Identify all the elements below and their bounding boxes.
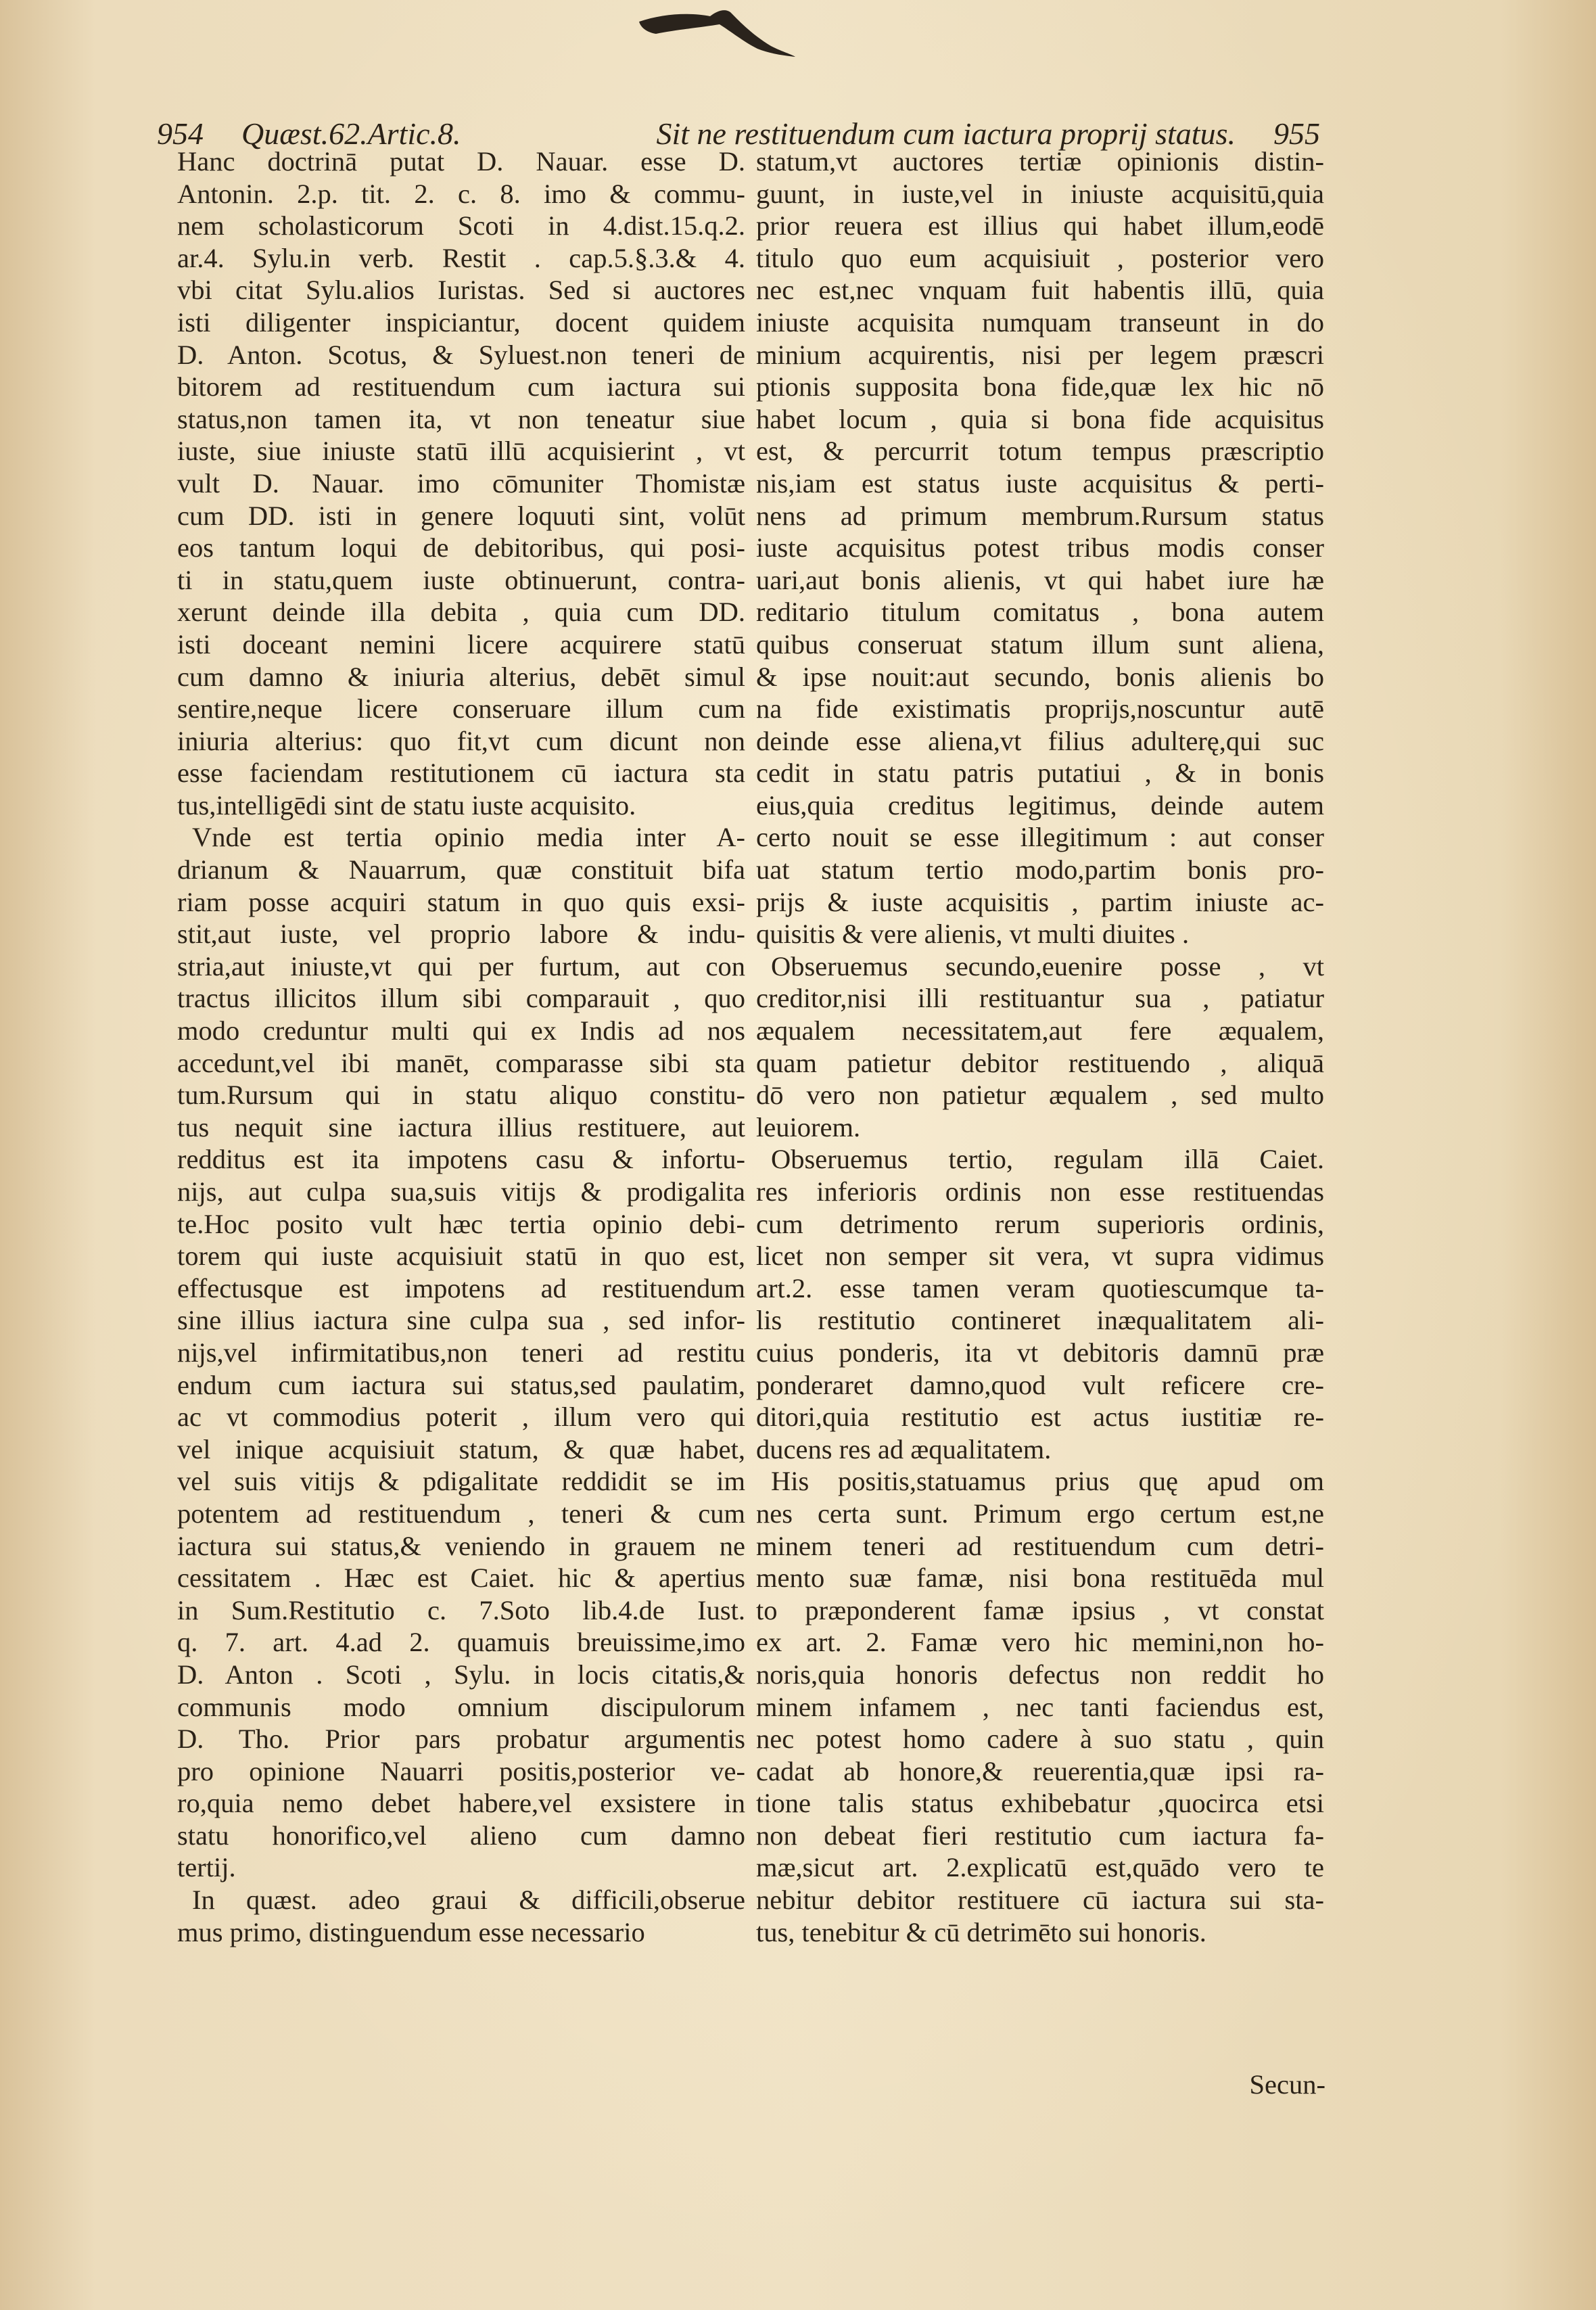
text-line: tus nequit sine iactura illius restituere, aut bbox=[177, 1111, 745, 1142]
catchword: Secun- bbox=[1249, 2069, 1325, 2100]
text-line: tum.Rursum qui in statu aliquo constitu- bbox=[177, 1080, 745, 1111]
text-line: D. Anton. Scotus, & Syluest.non teneri de bbox=[177, 339, 745, 370]
text-line: riam posse acquiri statum in quo quis exsi- bbox=[177, 886, 745, 917]
text-line: Obseruemus tertio, regulam illā Caiet. bbox=[771, 1144, 1324, 1175]
text-line: habet locum , quia si bona fide acquisitus bbox=[756, 403, 1324, 434]
text-line: reditario titulum comitatus , bona autem bbox=[756, 597, 1324, 628]
text-line: statu honorifico,vel alieno cum damno bbox=[177, 1820, 745, 1851]
text-line: His positis,statuamus prius quę apud om bbox=[771, 1466, 1324, 1497]
text-line: cuius ponderis, ita vt debitoris damnū præ bbox=[756, 1337, 1324, 1368]
text-line: Vnde est tertia opinio media inter A- bbox=[192, 822, 745, 853]
text-line: æqualem necessitatem,aut fere æqualem, bbox=[756, 1015, 1324, 1046]
text-line: art.2. esse tamen veram quotiescumque ta- bbox=[756, 1272, 1324, 1303]
text-line: In quæst. adeo graui & difficili,obserue bbox=[192, 1885, 745, 1916]
text-line: titulo quo eum acquisiuit , posterior vero bbox=[756, 242, 1324, 273]
text-line: ro,quia nemo debet habere,vel exsistere in bbox=[177, 1788, 745, 1819]
text-line: guunt, in iuste,vel in iniuste acquisitū,quia bbox=[756, 178, 1324, 209]
text-line: ditori,quia restitutio est actus iustitiæ re- bbox=[756, 1402, 1324, 1433]
text-line: pro opinione Nauarri positis,posterior ve- bbox=[177, 1755, 745, 1786]
text-line: creditor,nisi illi restituantur sua , patiatur bbox=[756, 983, 1324, 1014]
text-line: quisitis & vere alienis, vt multi diuites . bbox=[756, 919, 1190, 950]
running-title-left: Quæst.62.Artic.8. bbox=[241, 116, 461, 151]
text-line: vult D. Nauar. imo cōmuniter Thomistæ bbox=[177, 467, 745, 499]
page-number-right: 955 bbox=[1273, 116, 1320, 151]
text-line: communis modo omnium discipulorum bbox=[177, 1691, 745, 1722]
text-line: noris,quia honoris defectus non reddit ho bbox=[756, 1659, 1324, 1690]
text-line: mus primo, distinguendum esse necessario bbox=[177, 1916, 645, 1947]
text-line: mento suæ famæ, nisi bona restituēda mul bbox=[756, 1563, 1324, 1594]
page-number-left: 954 bbox=[157, 116, 204, 151]
text-line: tus,intelligēdi sint de statu iuste acquisito. bbox=[177, 789, 636, 821]
text-line: eos tantum loqui de debitoribus, qui posi- bbox=[177, 532, 745, 563]
text-line: cadat ab honore,& reuerentia,quæ ipsi ra- bbox=[756, 1755, 1324, 1786]
text-line: cum damno & iniuria alterius, debēt simul bbox=[177, 661, 745, 692]
text-line: sine illius iactura sine culpa sua , sed infor- bbox=[177, 1305, 745, 1336]
text-line: ti in statu,quem iuste obtinuerunt, contra- bbox=[177, 564, 745, 595]
text-line: isti diligenter inspiciantur, docent quidem bbox=[177, 306, 745, 338]
text-line: ar.4. Sylu.in verb. Restit . cap.5.§.3.& 4. bbox=[177, 242, 745, 273]
text-line: iniuste acquisita numquam transeunt in do bbox=[756, 306, 1324, 338]
text-line: esse faciendam restitutionem cū iactura sta bbox=[177, 758, 745, 789]
text-line: nijs, aut culpa sua,suis vitijs & prodigalita bbox=[177, 1176, 745, 1207]
text-line: ac vt commodius poterit , illum vero qui bbox=[177, 1402, 745, 1433]
text-line: iniuria alterius: quo fit,vt cum dicunt non bbox=[177, 725, 745, 756]
text-line: cedit in statu patris putatiui , & in bonis bbox=[756, 758, 1324, 789]
text-line: stit,aut iuste, vel proprio labore & indu- bbox=[177, 919, 745, 950]
text-line: nec est,nec vnquam fuit habentis illū, quia bbox=[756, 275, 1324, 306]
right-column bbox=[756, 145, 1324, 1948]
text-line: ptionis supposita bona fide,quæ lex hic nō bbox=[756, 371, 1324, 402]
text-line: Obseruemus secundo,euenire posse , vt bbox=[771, 950, 1324, 981]
text-line: nes certa sunt. Primum ergo certum est,ne bbox=[756, 1498, 1324, 1529]
text-line: in Sum.Restitutio c. 7.Soto lib.4.de Iust. bbox=[177, 1594, 745, 1625]
text-line: nec potest homo cadere à suo statu , quin bbox=[756, 1724, 1324, 1755]
text-line: nebitur debitor restituere cū iactura sui sta- bbox=[756, 1885, 1324, 1916]
text-line: to præponderent famæ ipsius , vt constat bbox=[756, 1594, 1324, 1625]
text-line: Hanc doctrinā putat D. Nauar. esse D. bbox=[177, 146, 745, 177]
text-line: dō vero non patietur æqualem , sed multo bbox=[756, 1080, 1324, 1111]
text-line: xerunt deinde illa debita , quia cum DD. bbox=[177, 597, 745, 628]
text-line: status,non tamen ita, vt non teneatur siue bbox=[177, 403, 745, 434]
text-line: tractus illicitos illum sibi comparauit , quo bbox=[177, 983, 745, 1014]
text-line: na fide existimatis proprijs,noscuntur autē bbox=[756, 693, 1324, 724]
text-line: deinde esse aliena,vt filius adulterę,qui suc bbox=[756, 725, 1324, 756]
text-line: te.Hoc posito vult hæc tertia opinio debi- bbox=[177, 1208, 745, 1239]
text-line: statum,vt auctores tertiæ opinionis distin- bbox=[756, 146, 1324, 177]
text-line: uari,aut bonis alienis, vt qui habet iure hæ bbox=[756, 564, 1324, 595]
text-line: uat statum tertio modo,partim bonis pro- bbox=[756, 854, 1324, 885]
text-line: effectusque est impotens ad restituendum bbox=[177, 1272, 745, 1303]
text-line: vel suis vitijs & pdigalitate reddidit se im bbox=[177, 1466, 745, 1497]
text-line: quam patietur debitor restituendo , aliquā bbox=[756, 1047, 1324, 1078]
text-line: stria,aut iniuste,vt qui per furtum, aut con bbox=[177, 950, 745, 981]
text-line: drianum & Nauarrum, quæ constituit bifa bbox=[177, 854, 745, 885]
ink-blot bbox=[636, 7, 798, 61]
text-line: minem teneri ad restituendum cum detri- bbox=[756, 1530, 1324, 1561]
text-line: ponderaret damno,quod vult reficere cre- bbox=[756, 1369, 1324, 1400]
text-line: iuste acquisitus potest tribus modis conser bbox=[756, 532, 1324, 563]
text-line: modo creduntur multi qui ex Indis ad nos bbox=[177, 1015, 745, 1046]
text-line: endum cum iactura sui status,sed paulatim, bbox=[177, 1369, 745, 1400]
text-line: cessitatem . Hæc est Caiet. hic & apertius bbox=[177, 1563, 745, 1594]
text-line: isti doceant nemini licere acquirere statū bbox=[177, 628, 745, 660]
text-line: leuiorem. bbox=[756, 1111, 861, 1142]
text-line: nens ad primum membrum.Rursum status bbox=[756, 500, 1324, 531]
text-line: mæ,sicut art. 2.explicatū est,quādo vero te bbox=[756, 1852, 1324, 1883]
text-line: est, & percurrit totum tempus præscriptio bbox=[756, 436, 1324, 467]
text-line: res inferioris ordinis non esse restituendas bbox=[756, 1176, 1324, 1207]
text-line: nem scholasticorum Scoti in 4.dist.15.q.2. bbox=[177, 210, 745, 241]
text-line: D. Tho. Prior pars probatur argumentis bbox=[177, 1724, 745, 1755]
text-line: vel inique acquisiuit statum, & quæ habet, bbox=[177, 1433, 745, 1464]
text-line: tione talis status exhibebatur ,quocirca etsi bbox=[756, 1788, 1324, 1819]
text-line: certo nouit se esse illegitimum : aut conser bbox=[756, 822, 1324, 853]
running-title-right: Sit ne restituendum cum iactura proprij status. bbox=[656, 116, 1236, 151]
text-line: nijs,vel infirmitatibus,non teneri ad restitu bbox=[177, 1337, 745, 1368]
text-line: nis,iam est status iuste acquisitus & perti- bbox=[756, 467, 1324, 499]
text-line: licet non semper sit vera, vt supra vidimus bbox=[756, 1241, 1324, 1272]
text-line: quibus conseruat statum illum sunt aliena, bbox=[756, 628, 1324, 660]
text-line: ducens res ad æqualitatem. bbox=[756, 1433, 1052, 1464]
text-line: non debeat fieri restitutio cum iactura fa- bbox=[756, 1820, 1324, 1851]
text-line: cum detrimento rerum superioris ordinis, bbox=[756, 1208, 1324, 1239]
text-line: vbi citat Sylu.alios Iuristas. Sed si auctores bbox=[177, 275, 745, 306]
text-line: iuste, siue iniuste statū illū acquisierint , vt bbox=[177, 436, 745, 467]
text-line: minem infamem , nec tanti faciendus est, bbox=[756, 1691, 1324, 1722]
text-line: sentire,neque licere conseruare illum cum bbox=[177, 693, 745, 724]
text-line: q. 7. art. 4.ad 2. quamuis breuissime,imo bbox=[177, 1627, 745, 1658]
text-line: redditus est ita impotens casu & infortu- bbox=[177, 1144, 745, 1175]
text-line: tertij. bbox=[177, 1852, 236, 1883]
text-line: iactura sui status,& veniendo in grauem ne bbox=[177, 1530, 745, 1561]
text-line: accedunt,vel ibi manēt, comparasse sibi sta bbox=[177, 1047, 745, 1078]
text-line: minium acquirentis, nisi per legem præscri bbox=[756, 339, 1324, 370]
text-line: tus, tenebitur & cū detrimēto sui honoris. bbox=[756, 1916, 1206, 1947]
text-line: Antonin. 2.p. tit. 2. c. 8. imo & commu- bbox=[177, 178, 745, 209]
text-line: eius,quia creditus legitimus, deinde autem bbox=[756, 789, 1324, 821]
text-line: potentem ad restituendum , teneri & cum bbox=[177, 1498, 745, 1529]
text-line: D. Anton . Scoti , Sylu. in locis citatis,& bbox=[177, 1659, 745, 1690]
text-line: ex art. 2. Famæ vero hic memini,non ho- bbox=[756, 1627, 1324, 1658]
text-line: lis restitutio contineret inæqualitatem ali- bbox=[756, 1305, 1324, 1336]
text-line: bitorem ad restituendum cum iactura sui bbox=[177, 371, 745, 402]
left-column bbox=[177, 145, 745, 1948]
text-line: prior reuera est illius qui habet illum,eodē bbox=[756, 210, 1324, 241]
text-line: cum DD. isti in genere loquuti sint, volūt bbox=[177, 500, 745, 531]
text-line: & ipse nouit:aut secundo, bonis alienis bo bbox=[756, 661, 1324, 692]
text-line: prijs & iuste acquisitis , partim iniuste ac- bbox=[756, 886, 1324, 917]
text-line: torem qui iuste acquisiuit statū in quo est, bbox=[177, 1241, 745, 1272]
